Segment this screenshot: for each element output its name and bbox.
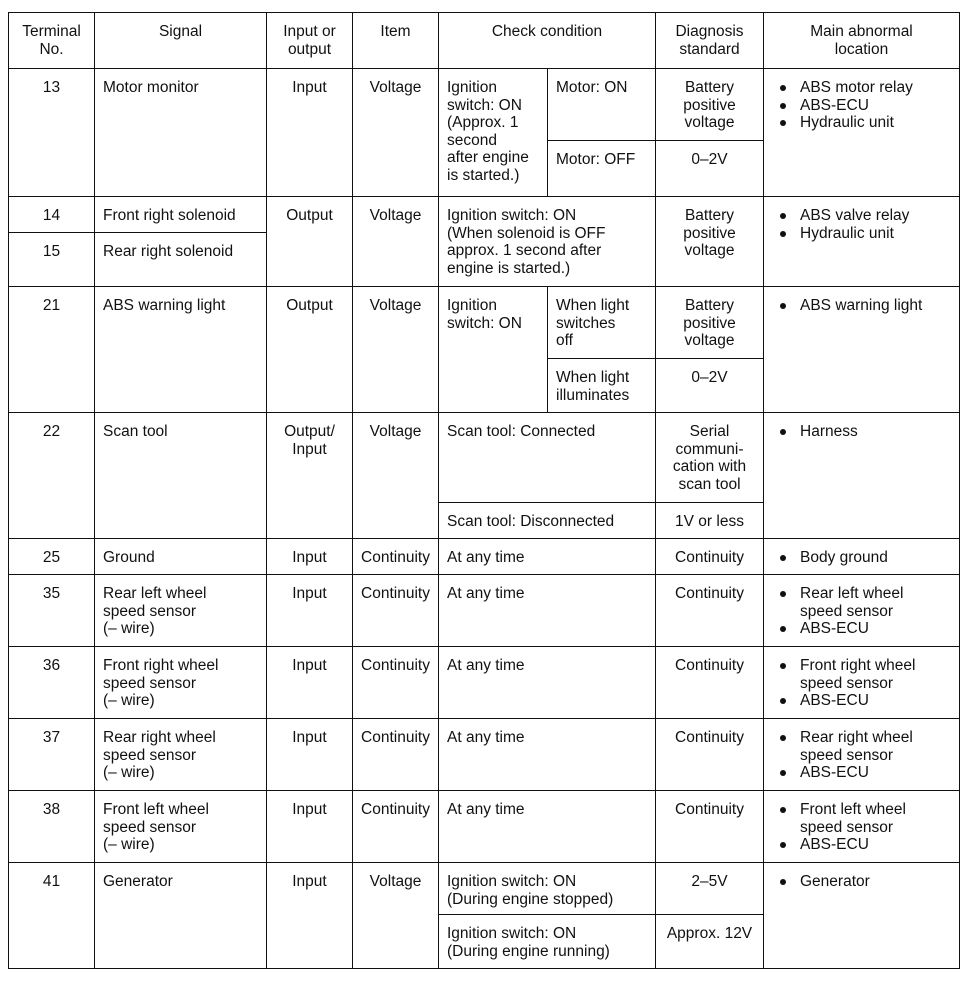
io-type: Input: [267, 791, 353, 863]
check-condition: At any time: [439, 539, 656, 575]
header-diag: Diagnosis standard: [656, 13, 764, 69]
abnormal-location-item: ABS-ECU: [776, 620, 955, 638]
abnormal-location: [764, 791, 960, 863]
signal-name: Scan tool: [95, 413, 267, 539]
diagnosis-standard: Continuity: [656, 575, 764, 647]
check-condition: At any time: [439, 575, 656, 647]
terminal-number: 13: [9, 69, 95, 197]
signal-name: ABS warning light: [95, 287, 267, 413]
abnormal-location-list: [768, 801, 955, 854]
io-type: Output: [267, 197, 353, 287]
io-type: Input: [267, 539, 353, 575]
check-condition: At any time: [439, 791, 656, 863]
check-item: Voltage: [353, 413, 439, 539]
signal-name: Rear left wheel speed sensor (– wire): [95, 575, 267, 647]
table-row: [9, 647, 960, 719]
check-condition: At any time: [439, 647, 656, 719]
table-row: [9, 69, 960, 141]
check-item: Voltage: [353, 863, 439, 969]
signal-name: Rear right solenoid: [95, 233, 267, 287]
terminal-number: 37: [9, 719, 95, 791]
signal-name: Ground: [95, 539, 267, 575]
abnormal-location-item: ABS-ECU: [776, 764, 955, 782]
signal-name: Motor monitor: [95, 69, 267, 197]
diagnosis-standard: Battery positive voltage: [656, 287, 764, 359]
table-row: [9, 413, 960, 503]
terminal-number: 35: [9, 575, 95, 647]
abnormal-location-item: ABS-ECU: [776, 692, 955, 710]
terminal-number: 41: [9, 863, 95, 969]
diagnosis-standard: Continuity: [656, 791, 764, 863]
diagnosis-standard: Continuity: [656, 539, 764, 575]
check-condition: At any time: [439, 719, 656, 791]
abnormal-location: [764, 413, 960, 539]
signal-name: Front right wheel speed sensor (– wire): [95, 647, 267, 719]
header-signal: Signal: [95, 13, 267, 69]
abs-ecu-terminal-table: [8, 12, 960, 969]
check-item: Continuity: [353, 575, 439, 647]
io-type: Input: [267, 863, 353, 969]
check-item: Continuity: [353, 719, 439, 791]
check-condition: Ignition switch: ON (During engine stopped): [439, 863, 656, 915]
abnormal-location: [764, 863, 960, 969]
signal-name: Front right solenoid: [95, 197, 267, 233]
signal-name: Generator: [95, 863, 267, 969]
header-terminal: Terminal No.: [9, 13, 95, 69]
diagnosis-standard: Serial communi- cation with scan tool: [656, 413, 764, 503]
check-item: Voltage: [353, 287, 439, 413]
table-row: [9, 575, 960, 647]
abnormal-location: [764, 575, 960, 647]
check-item: Continuity: [353, 791, 439, 863]
abnormal-location: [764, 287, 960, 413]
abnormal-location-item: Harness: [776, 423, 955, 441]
table-row: [9, 791, 960, 863]
sub-condition: When light switches off: [548, 287, 656, 359]
abnormal-location: [764, 539, 960, 575]
abnormal-location-item: ABS warning light: [776, 297, 955, 315]
table-row: [9, 197, 960, 233]
io-type: Input: [267, 575, 353, 647]
io-type: Output: [267, 287, 353, 413]
check-condition: Scan tool: Disconnected: [439, 503, 656, 539]
terminal-number: 14: [9, 197, 95, 233]
io-type: Input: [267, 719, 353, 791]
table-row: [9, 863, 960, 915]
check-condition: Ignition switch: ON (When solenoid is OFF approx. 1 second after engine is started.): [439, 197, 656, 287]
abnormal-location-list: [768, 549, 955, 567]
check-condition: Ignition switch: ON (Approx. 1 second after engine is started.): [439, 69, 548, 197]
abnormal-location-item: Front right wheel speed sensor: [776, 657, 955, 692]
diagnosis-standard: Continuity: [656, 719, 764, 791]
check-item: Continuity: [353, 647, 439, 719]
header-abnormal: Main abnormal location: [764, 13, 960, 69]
diagnosis-standard: 0–2V: [656, 141, 764, 197]
check-item: Voltage: [353, 69, 439, 197]
abnormal-location-item: Body ground: [776, 549, 955, 567]
abnormal-location-list: [768, 585, 955, 638]
abnormal-location-item: Front left wheel speed sensor: [776, 801, 955, 836]
diagnosis-standard: Battery positive voltage: [656, 69, 764, 141]
terminal-number: 38: [9, 791, 95, 863]
abnormal-location-item: ABS valve relay: [776, 207, 955, 225]
abnormal-location-item: Rear left wheel speed sensor: [776, 585, 955, 620]
abnormal-location-item: ABS motor relay: [776, 79, 955, 97]
table-row: [9, 287, 960, 359]
sub-condition: Motor: ON: [548, 69, 656, 141]
table-row: [9, 539, 960, 575]
diagnosis-standard: Approx. 12V: [656, 915, 764, 969]
check-condition: Scan tool: Connected: [439, 413, 656, 503]
abnormal-location: [764, 647, 960, 719]
abnormal-location-item: ABS-ECU: [776, 836, 955, 854]
abnormal-location-item: Hydraulic unit: [776, 225, 955, 243]
abnormal-location: [764, 69, 960, 197]
terminal-number: 15: [9, 233, 95, 287]
terminal-number: 21: [9, 287, 95, 413]
diagnosis-standard: 2–5V: [656, 863, 764, 915]
abnormal-location-item: ABS-ECU: [776, 97, 955, 115]
abnormal-location-item: Hydraulic unit: [776, 114, 955, 132]
header-row: [9, 13, 960, 69]
terminal-number: 25: [9, 539, 95, 575]
signal-name: Rear right wheel speed sensor (– wire): [95, 719, 267, 791]
abnormal-location: [764, 719, 960, 791]
terminal-number: 22: [9, 413, 95, 539]
abnormal-location-list: [768, 873, 955, 891]
abnormal-location-item: Rear right wheel speed sensor: [776, 729, 955, 764]
header-check: Check condition: [439, 13, 656, 69]
check-item: Continuity: [353, 539, 439, 575]
check-item: Voltage: [353, 197, 439, 287]
sub-condition: Motor: OFF: [548, 141, 656, 197]
io-type: Output/ Input: [267, 413, 353, 539]
diagnosis-standard: 0–2V: [656, 359, 764, 413]
abnormal-location-list: [768, 729, 955, 782]
abnormal-location-list: [768, 207, 955, 242]
table-row: [9, 719, 960, 791]
diagnosis-standard: Continuity: [656, 647, 764, 719]
abnormal-location-list: [768, 657, 955, 710]
header-io: Input or output: [267, 13, 353, 69]
signal-name: Front left wheel speed sensor (– wire): [95, 791, 267, 863]
diagnosis-standard: Battery positive voltage: [656, 197, 764, 287]
abnormal-location-list: [768, 297, 955, 315]
abnormal-location-list: [768, 423, 955, 441]
io-type: Input: [267, 69, 353, 197]
check-condition: Ignition switch: ON (During engine running): [439, 915, 656, 969]
abnormal-location: [764, 197, 960, 287]
diagnosis-standard: 1V or less: [656, 503, 764, 539]
terminal-check-sheet: [8, 12, 960, 969]
header-item: Item: [353, 13, 439, 69]
sub-condition: When light illuminates: [548, 359, 656, 413]
io-type: Input: [267, 647, 353, 719]
abnormal-location-list: [768, 79, 955, 132]
abnormal-location-item: Generator: [776, 873, 955, 891]
check-condition: Ignition switch: ON: [439, 287, 548, 413]
terminal-number: 36: [9, 647, 95, 719]
